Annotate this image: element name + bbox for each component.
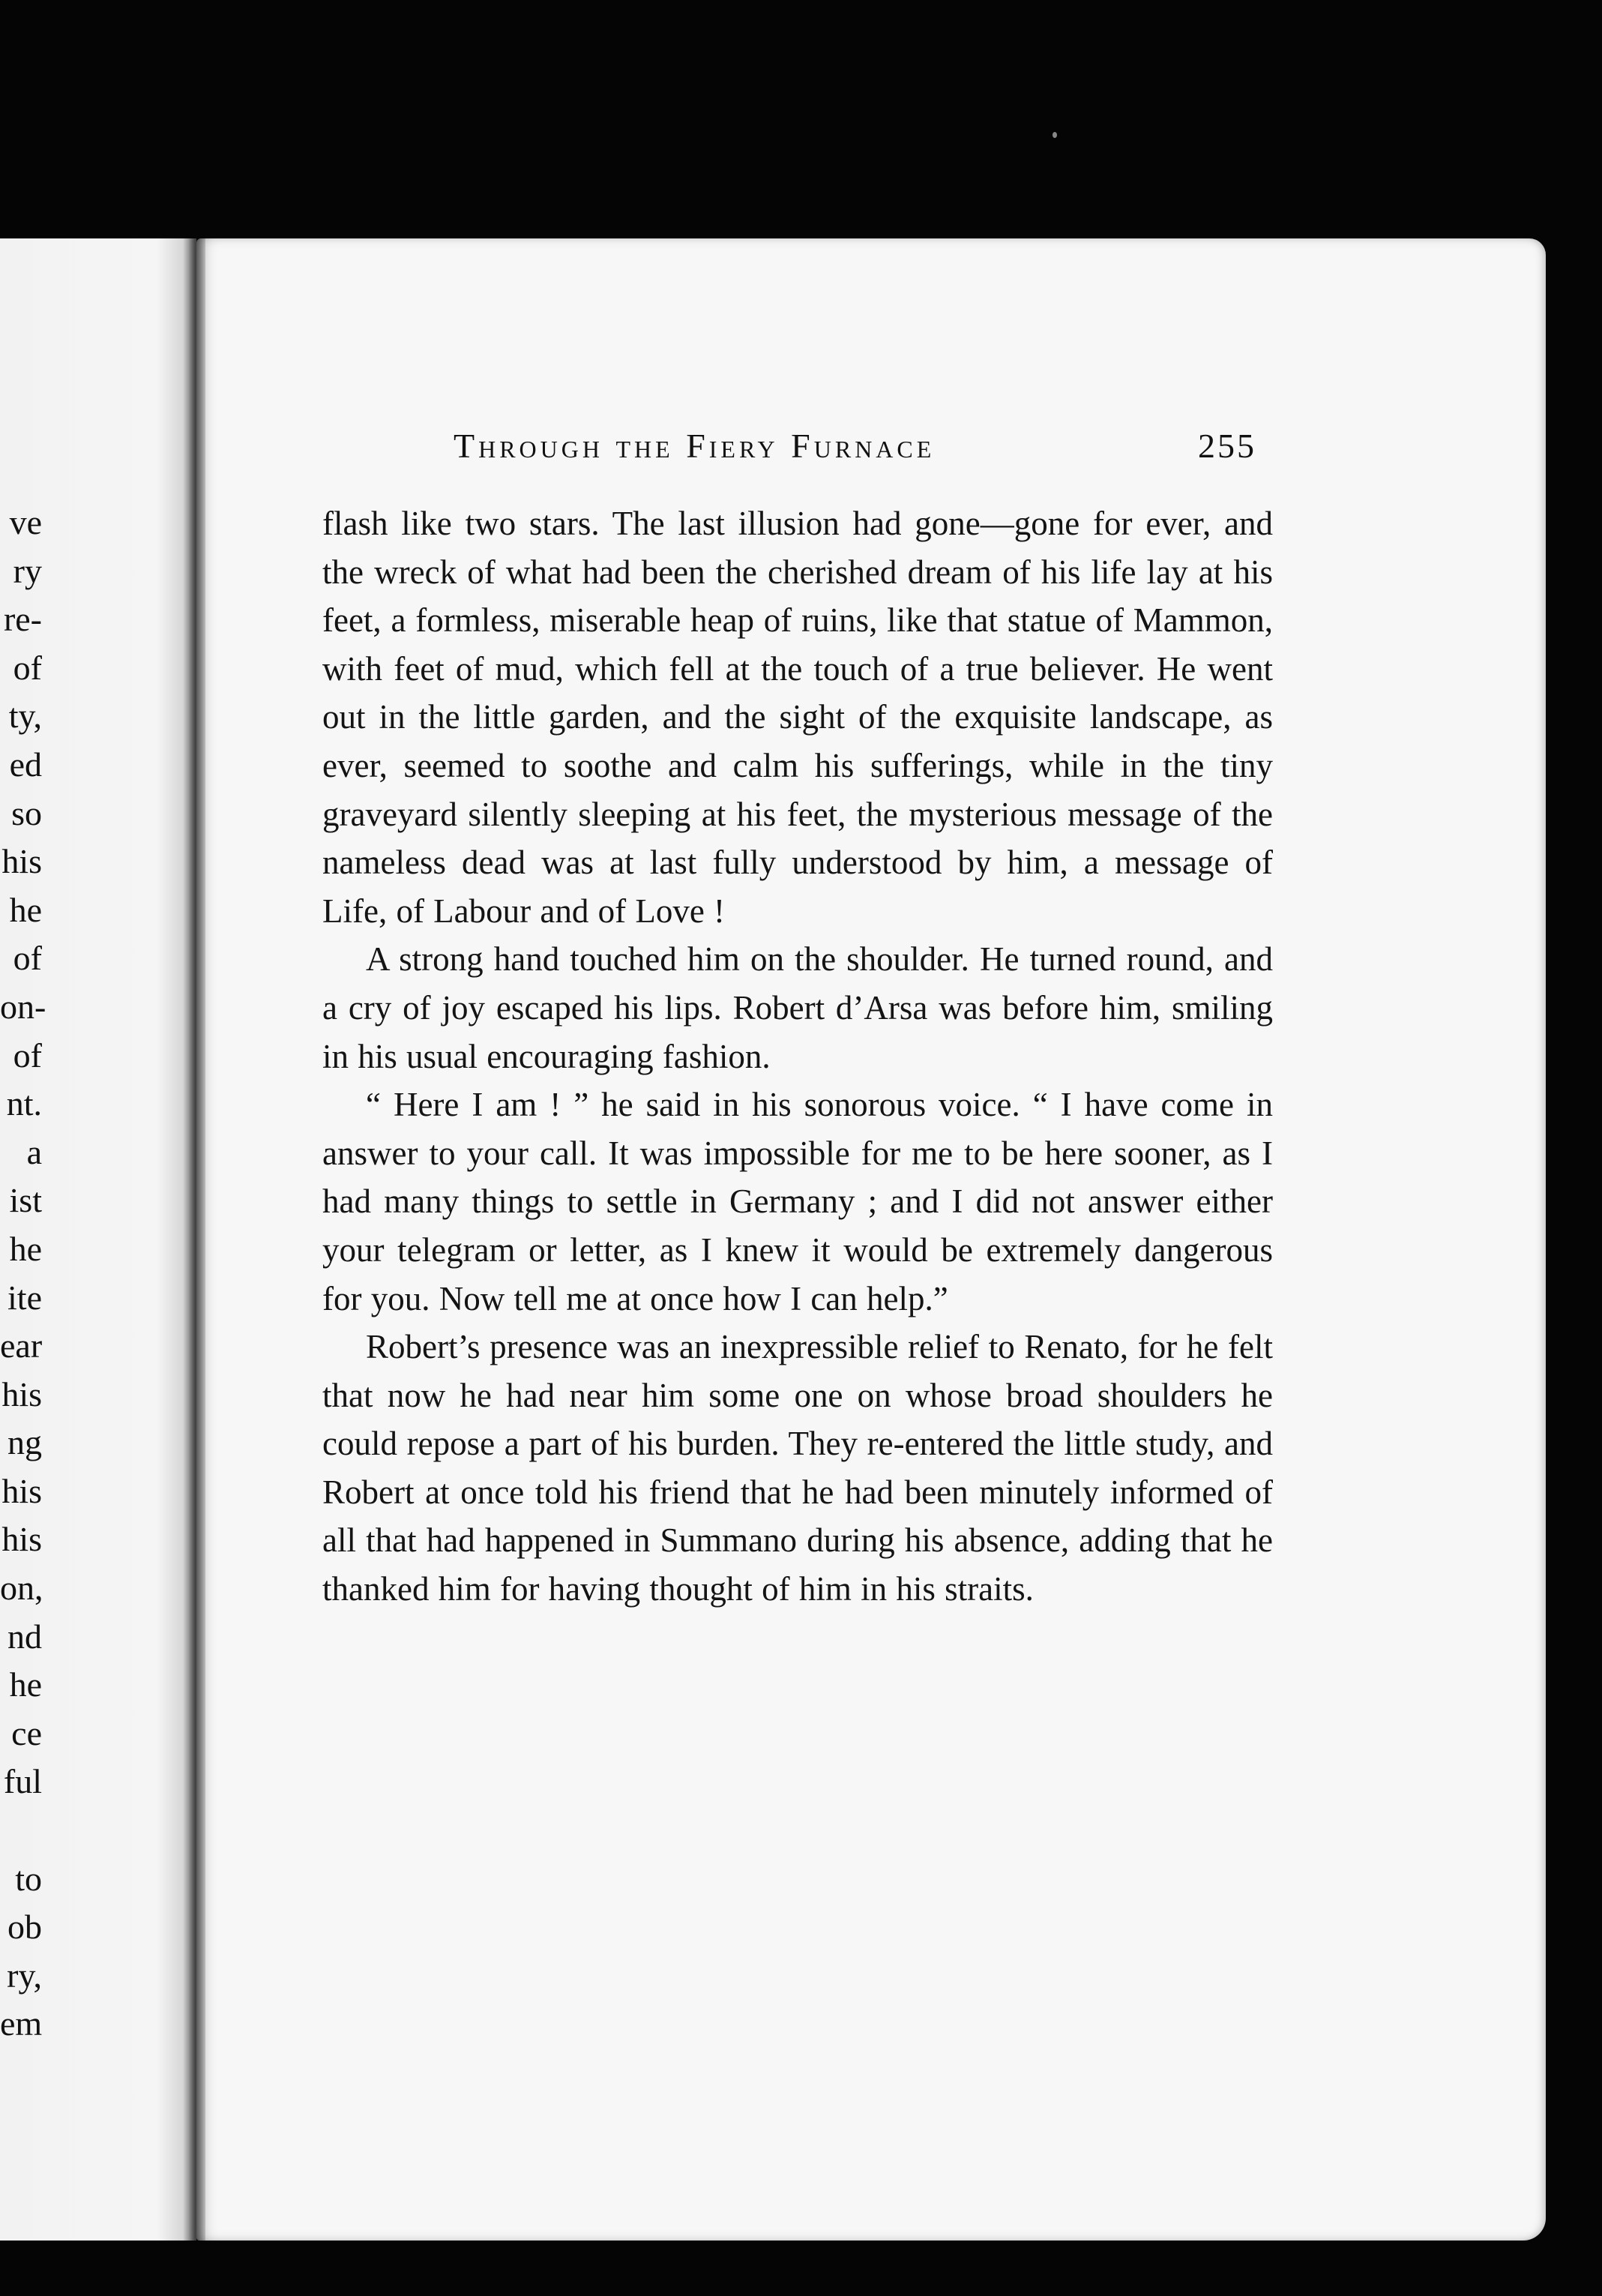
left-line-fragment: on,	[0, 1569, 43, 1608]
paragraph: A strong hand touched him on the shoulder. He turned round, and a cry of joy escaped his lips. Robert d’Arsa was before him, smiling in his usual encouraging fashion.	[322, 940, 1273, 1075]
left-line-fragment: of	[13, 939, 42, 978]
paragraph: Robert’s presence was an inexpressible relief to Renato, for he felt that now he had near him some one on whose broad shoulders he could repose a part of his burden. They re-entered the little study, and Robert at once told his friend that he had been minutely informed of all that had happened in Summano during his absence, adding that he thanked him for having thought of him in his straits.	[322, 1328, 1273, 1608]
left-line-fragment: of	[13, 1036, 42, 1075]
paragraph: flash like two stars. The last illusion had gone—gone for ever, and the wreck of what had been the cherished dream of his life lay at his feet, a formless, miserable heap of ruins, like that statue of Mammon, with feet of mud, which fell at the touch of a true believer. He went out in the little garden, and the sight of the exquisite landscape, as ever, seemed to soothe and calm his sufferings, while in the tiny graveyard silently sleeping at his feet, the mysterious message of the nameless dead was at last fully understood by him, a message of Life, of Labour and of Love !	[322, 505, 1273, 930]
left-line-fragment: his	[1, 1471, 42, 1510]
left-line-fragment	[0, 1806, 42, 1855]
left-line-fragment: ry	[13, 551, 42, 590]
left-line-fragment: his	[1, 842, 42, 881]
page-number: 255	[1198, 427, 1256, 465]
left-line-fragment: ed	[9, 745, 42, 784]
left-line-fragment: ve	[9, 503, 42, 541]
paragraph: “ Here I am ! ” he said in his sonorous voice. “ I have come in answer to your call. It was impossible for me to be here sooner, as I had many things to settle in Germany ; and I did not answer either your telegram or letter, as I knew it would be extremely dangerous for you. Now tell me at once how I can help.”	[322, 1086, 1273, 1317]
left-line-fragment: ry,	[7, 1956, 42, 1995]
left-line-fragment: ce	[11, 1713, 42, 1752]
left-line-fragment: ob	[7, 1908, 42, 1947]
running-head-title: Through the Fiery Furnace	[454, 427, 936, 465]
scan-speck	[1053, 132, 1057, 138]
left-line-fragment: a	[26, 1132, 42, 1171]
left-line-fragment: nt.	[6, 1084, 42, 1123]
left-line-fragment: so	[11, 793, 42, 832]
left-page-text-fragments	[0, 499, 46, 2049]
left-line-fragment: ng	[7, 1423, 42, 1462]
left-line-fragment: ful	[3, 1762, 42, 1801]
left-line-fragment: ite	[7, 1278, 42, 1317]
left-line-fragment: his	[1, 1520, 42, 1559]
left-line-fragment: he	[9, 890, 42, 929]
left-line-fragment: em	[0, 2004, 43, 2043]
book-gutter-shadow	[183, 238, 205, 2241]
left-line-fragment: ear	[0, 1326, 43, 1365]
left-line-fragment: to	[15, 1859, 42, 1898]
left-line-fragment: he	[9, 1665, 42, 1704]
page-body-text	[322, 499, 1273, 1614]
left-line-fragment: nd	[7, 1617, 42, 1656]
left-line-fragment: re-	[3, 600, 42, 639]
left-line-fragment: of	[13, 648, 42, 687]
left-line-fragment: he	[9, 1229, 42, 1268]
left-line-fragment: on-	[0, 987, 46, 1026]
left-line-fragment: ist	[9, 1181, 42, 1220]
left-line-fragment: ty,	[8, 697, 42, 736]
running-head	[255, 420, 1274, 472]
left-line-fragment: his	[1, 1374, 42, 1413]
